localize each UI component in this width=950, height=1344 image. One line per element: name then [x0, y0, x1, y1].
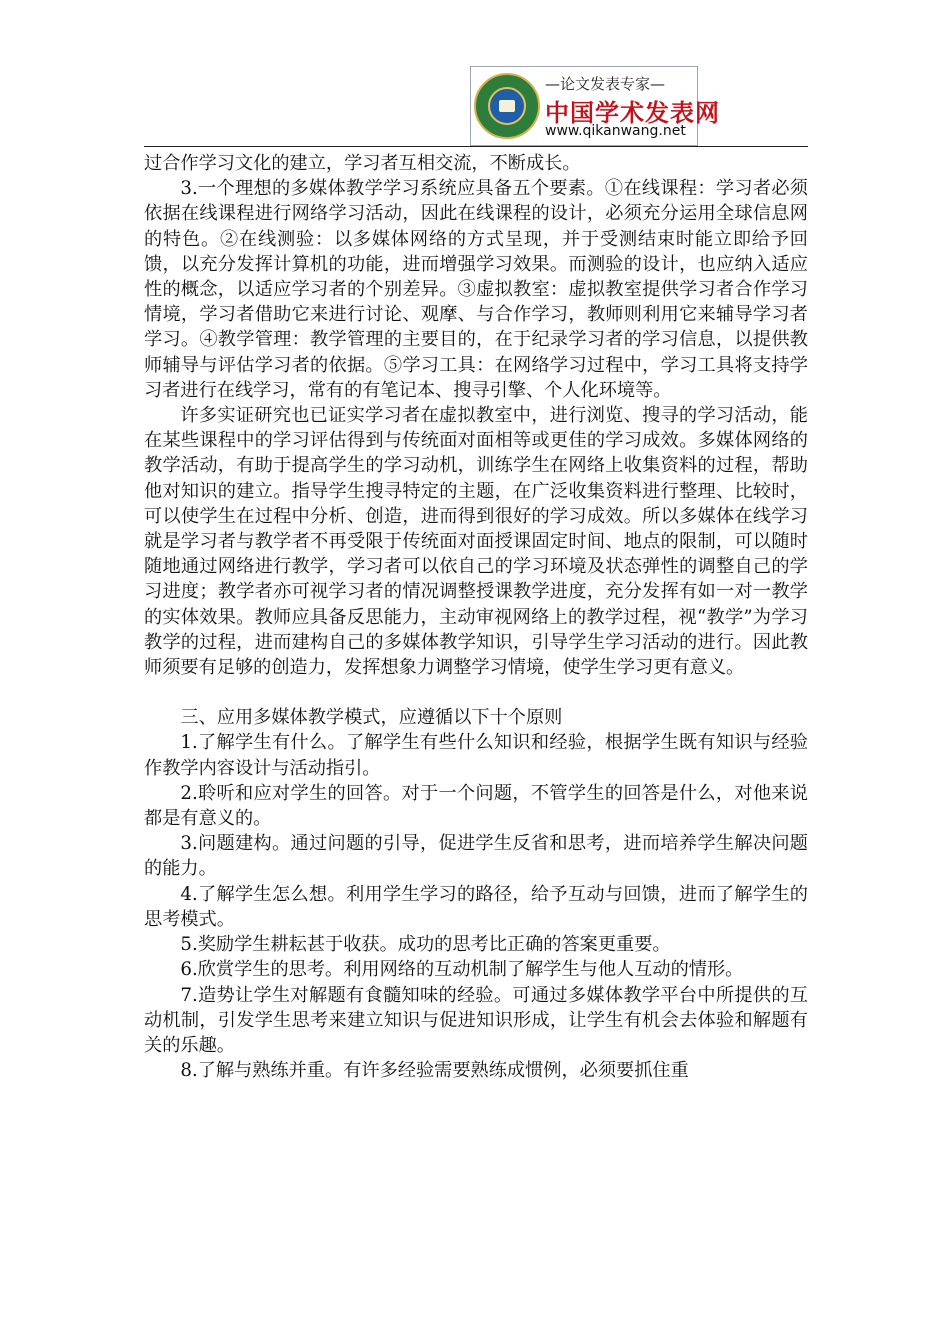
principle-item: 6.欣赏学生的思考。利用网络的互动机制了解学生与他人互动的情形。: [180, 959, 744, 981]
principle-item: 8.了解与熟练并重。有许多经验需要熟练成惯例，必须要抓住重: [180, 1060, 689, 1082]
logo-url: www.qikanwang.net: [545, 123, 686, 139]
site-logo: [470, 66, 720, 146]
section-heading: 三、应用多媒体教学模式，应遵循以下十个原则: [180, 707, 563, 729]
paragraph-continuation: 过合作学习文化的建立，学习者互相交流，不断成长。: [144, 153, 581, 174]
principle-item: 4.了解学生怎么想。利用学生学习的路径，给予互动与回馈，进而了解学生的思考模式。: [144, 883, 808, 930]
principle-item: 2.聆听和应对学生的回答。对于一个问题，不管学生的回答是什么，对他来说都是有意义的。: [144, 782, 808, 830]
principle-item: 5.奖励学生耕耘甚于收获。成功的思考比正确的答案更重要。: [180, 934, 671, 956]
header-divider: [144, 146, 808, 147]
document-body: [144, 151, 808, 1083]
paragraph-five-elements: 3.一个理想的多媒体教学学习系统应具备五个要素。①在线课程：学习者必须依据在线课程进行网络学习活动，因此在线课程的设计，必须充分运用全球信息网的特色。②在线测验：以多媒体网络的方式呈现，并于受测结束时能立即给予回馈，以充分发挥计算机的功能，进而增强学习效果。而测验的设计，也应纳入适应性的概念，以适应学习者的个别差异。③虚拟教室：虚拟教室提供学习者合作学习情境，学习者借助它来进行讨论、观摩、与合作学习，教师则利用它来辅导学习者学习。④教学管理：教学管理的主要目的，在于纪录学习者的学习信息，以提供教师辅导与评估学习者的依据。⑤学习工具：在网络学习过程中，学习工具将支持学习者进行在线学习，常有的有笔记本、搜寻引擎、个人化环境等。: [144, 178, 808, 401]
principle-item: 3.问题建构。通过问题的引导，促进学生反省和思考，进而培养学生解决问题的能力。: [144, 833, 808, 880]
logo-tagline: —论文发表专家—: [545, 75, 666, 93]
logo-name: 中国学术发表网: [545, 99, 720, 127]
principle-item: 1.了解学生有什么。了解学生有些什么知识和经验，根据学生既有知识与经验作教学内容设计与活动指引。: [144, 732, 808, 779]
paragraph-empirical-research: 许多实证研究也已证实学习者在虚拟教室中，进行浏览、搜寻的学习活动，能在某些课程中的学习评估得到与传统面对面相等或更佳的学习成效。多媒体网络的教学活动，有助于提高学生的学习动机，训练学生在网络上收集资料的过程，帮助他对知识的建立。指导学生搜寻特定的主题，在广泛收集资料进行整理、比较时，可以使学生在过程中分析、创造，进而得到很好的学习成效。所以多媒体在线学习就是学习者与教学者不再受限于传统面对面授课固定时间、地点的限制，可以随时随地通过网络进行教学，学习者可以依自己的学习环境及状态弹性的调整自己的学习进度；教学者亦可视学习者的情况调整授课教学进度，充分发挥有如一对一教学的实体效果。教师应具备反思能力，主动审视网络上的教学过程，视“教学”为学习教学的过程，进而建构自己的多媒体教学知识，引导学生学习活动的进行。因此教师须要有足够的创造力，发挥想象力调整学习情境，使学生学习更有意义。: [144, 405, 808, 679]
principle-item: 7.造势让学生对解题有食髓知味的经验。可通过多媒体教学平台中所提供的互动机制，引发学生思考来建立知识与促进知识形成，让学生有机会去体验和解题有关的乐趣。: [144, 984, 808, 1056]
seal-emblem-icon: [474, 73, 540, 139]
book-icon: [499, 100, 515, 112]
